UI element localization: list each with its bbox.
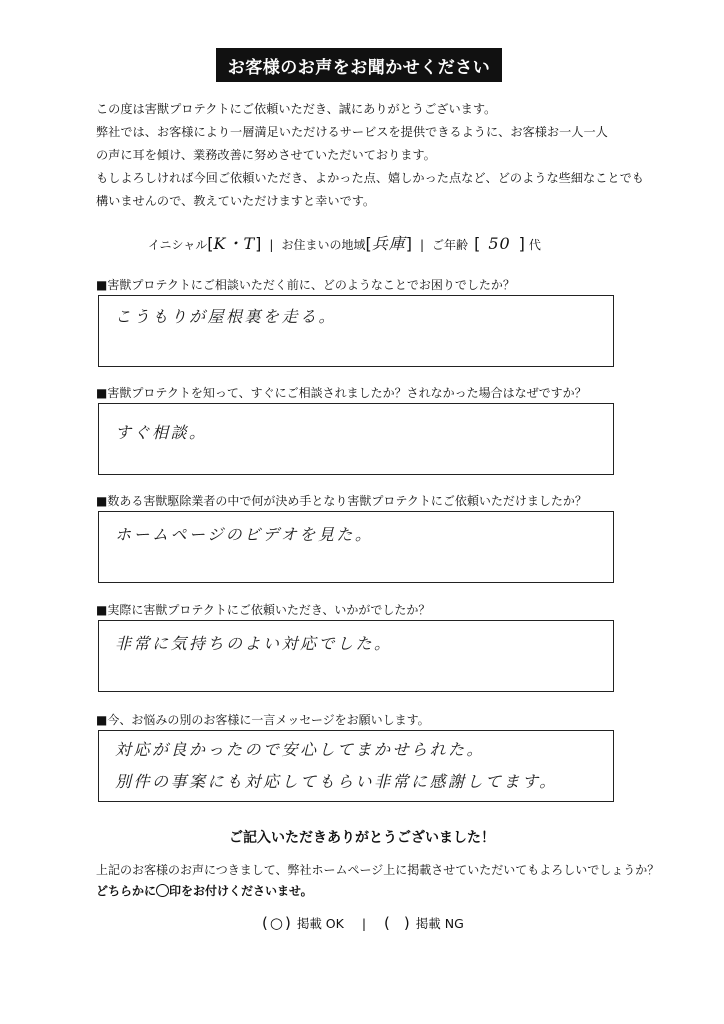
circle-icon: [156, 884, 169, 897]
answer-box[interactable]: [98, 511, 614, 583]
publish-ok-label: 掲載 OK: [296, 916, 344, 931]
close-bracket: ]: [518, 234, 525, 253]
question-label: ■実際に害獣プロテクトにご依頼いただき、いかがでしたか？: [96, 603, 431, 617]
publish-ok-option[interactable]: [262, 914, 344, 932]
open-bracket: [: [365, 234, 372, 253]
thanks-message: ご記入いただきありがとうございました！: [229, 830, 495, 846]
intro-line: の声に耳を傾け、業務改善に努めさせていただいております。: [96, 148, 436, 162]
intro-line: もしよろしければ今回ご依頼いただき、よかった点、嬉しかった点など、どのような些細なことでも: [96, 171, 644, 185]
intro-text: [96, 98, 656, 213]
open-paren: (: [262, 914, 268, 932]
option-divider: |: [361, 915, 367, 931]
close-bracket: ]: [405, 234, 412, 253]
ok-circle-mark: ○: [269, 914, 283, 932]
consent-text: [96, 860, 659, 902]
consent-after: 印をお付けくださいませ。: [169, 884, 313, 898]
intro-line: この度は害獣プロテクトにご依頼いただき、誠にありがとうございます。: [96, 102, 497, 116]
publish-options: [262, 914, 464, 932]
open-paren: (: [384, 914, 390, 932]
answer-text: ホームページのビデオを見た。: [115, 525, 374, 544]
question-label: ■数ある害獣駆除業者の中で何が決め手となり害獣プロテクトにご依頼いただけましたか？: [96, 494, 587, 508]
consent-before: どちらかに: [96, 884, 157, 898]
area-value[interactable]: 兵庫: [371, 234, 406, 253]
separator: |: [269, 238, 274, 252]
open-bracket: [: [207, 234, 214, 253]
answer-text: こうもりが屋根裏を走る。: [115, 307, 338, 326]
area-label: お住まいの地域: [281, 238, 366, 252]
answer-text: 対応が良かったので安心してまかせられた。: [115, 740, 486, 759]
answer-box[interactable]: [98, 620, 614, 692]
initial-label: イニシャル: [148, 238, 208, 252]
question-label: ■今、お悩みの別のお客様に一言メッセージをお願いします。: [96, 713, 430, 727]
separator: |: [420, 238, 425, 252]
open-bracket: [: [474, 234, 481, 253]
page-title: お客様のお声をお聞かせください: [216, 48, 502, 82]
answer-box[interactable]: [98, 295, 614, 367]
close-paren: ): [284, 914, 291, 932]
consent-line: 上記のお客様のお声につきまして、弊社ホームページ上に掲載させていただいてもよろしいでしょうか？: [96, 863, 660, 877]
answer-box[interactable]: [98, 730, 614, 802]
publish-ng-option[interactable]: [384, 914, 464, 932]
question-label: ■害獣プロテクトにご相談いただく前に、どのようなことでお困りでしたか？: [96, 278, 515, 292]
consent-instruction: [96, 881, 659, 902]
intro-line: 構いませんので、教えていただけますと幸いです。: [96, 194, 376, 208]
answer-text: すぐ相談。: [115, 423, 208, 442]
age-value[interactable]: 50: [488, 234, 511, 253]
answer-text: 別件の事案にも対応してもらい非常に感謝してます。: [115, 772, 558, 791]
intro-line: 弊社では、お客様により一層満足いただけるサービスを提供できるように、お客様お一人一人: [96, 125, 608, 139]
publish-ng-label: 掲載 NG: [415, 916, 464, 931]
age-suffix: 代: [528, 238, 541, 252]
age-label: ご年齢: [432, 238, 469, 252]
close-bracket: ]: [255, 234, 262, 253]
question-label: ■害獣プロテクトを知って、すぐにご相談されましたか？されなかった場合はなぜですか？: [96, 386, 587, 400]
initial-value[interactable]: K・T: [213, 234, 256, 253]
close-paren: ): [403, 914, 410, 932]
answer-text: 非常に気持ちのよい対応でした。: [115, 634, 393, 653]
profile-row: [148, 231, 541, 254]
answer-box[interactable]: [98, 403, 614, 475]
